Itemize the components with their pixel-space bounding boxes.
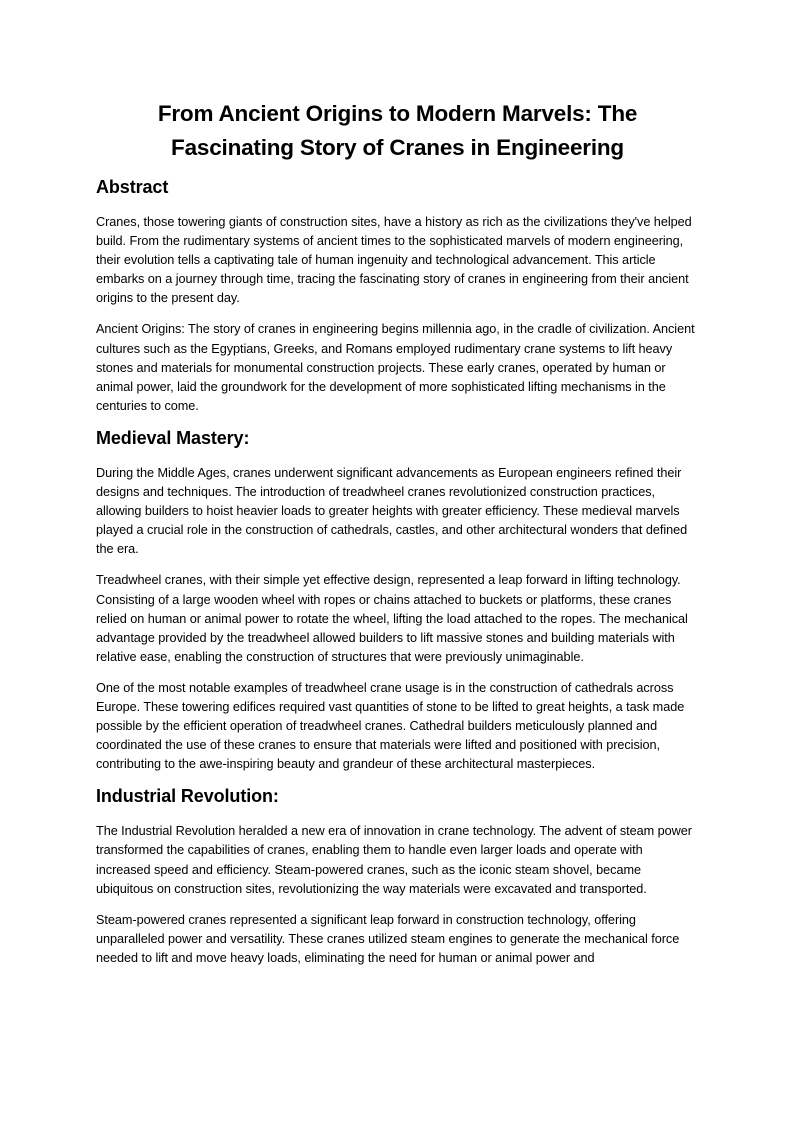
section-medieval-mastery (96, 426, 699, 774)
paragraph: Steam-powered cranes represented a significant leap forward in construction technology, offering unparalleled power and versatility. These cranes utilized steam engines to generate the mechanical force needed to lift and move heavy loads, eliminating the need for human or animal power and (96, 912, 680, 965)
paragraph: Ancient Origins: The story of cranes in engineering begins millennia ago, in the cradle of civilization. Ancient cultures such as the Egyptians, Greeks, and Romans employed rudimentary crane systems to lift heavy stones and materials for monumental construction projects. These early cranes, operated by human or animal power, laid the groundwork for the development of more sophisticated lifting mechanisms in the centuries to come. (96, 322, 695, 413)
section-heading-medieval-mastery: Medieval Mastery: (96, 427, 250, 448)
section-industrial-revolution (96, 784, 699, 968)
paragraph: During the Middle Ages, cranes underwent significant advancements as European engineers refined their designs and techniques. The introduction of treadwheel cranes revolutionized construction practices, allowing builders to hoist heavier loads to greater heights with greater efficiency. These medieval marvels played a crucial role in the construction of cathedrals, castles, and other architectural wonders that defined the era. (96, 465, 688, 557)
document-title: From Ancient Origins to Modern Marvels: The Fascinating Story of Cranes in Engineering (157, 101, 638, 160)
document-body (96, 97, 699, 980)
section-heading-industrial-revolution: Industrial Revolution: (96, 786, 279, 807)
section-abstract (96, 175, 699, 416)
section-heading-abstract: Abstract (96, 177, 169, 197)
paragraph: Treadwheel cranes, with their simple yet effective design, represented a leap forward in lifting technology. Consisting of a large wooden wheel with ropes or chains attached to buckets or platforms, these cranes relied on human or animal power to rotate the wheel, lifting the load attached to the ropes. The mechanical advantage provided by the treadwheel allowed builders to lift massive stones and building materials with relative ease, enabling the construction of structures that were previously unimaginable. (96, 573, 688, 664)
paragraph: Cranes, those towering giants of construction sites, have a history as rich as the civilizations they've helped build. From the rudimentary systems of ancient times to the sophisticated marvels of modern engineering, their evolution tells a captivating tale of human ingenuity and technological advancement. This article embarks on a journey through time, tracing the fascinating story of cranes in engineering from their ancient origins to the present day. (96, 215, 692, 306)
paragraph: One of the most notable examples of treadwheel crane usage is in the construction of cathedrals across Europe. These towering edifices required vast quantities of stone to be lifted to great heights, a task made possible by the efficient operation of treadwheel cranes. Cathedral builders meticulously planned and coordinated the use of these cranes to ensure that materials were lifted and positioned with precision, contributing to the awe-inspiring beauty and grandeur of these architectural masterpieces. (96, 680, 685, 772)
paragraph: The Industrial Revolution heralded a new era of innovation in crane technology. The advent of steam power transformed the capabilities of cranes, enabling them to handle even larger loads and operate with increased speed and efficiency. Steam-powered cranes, such as the iconic steam shovel, became ubiquitous on construction sites, revolutionizing the way materials were excavated and transported. (96, 824, 692, 896)
